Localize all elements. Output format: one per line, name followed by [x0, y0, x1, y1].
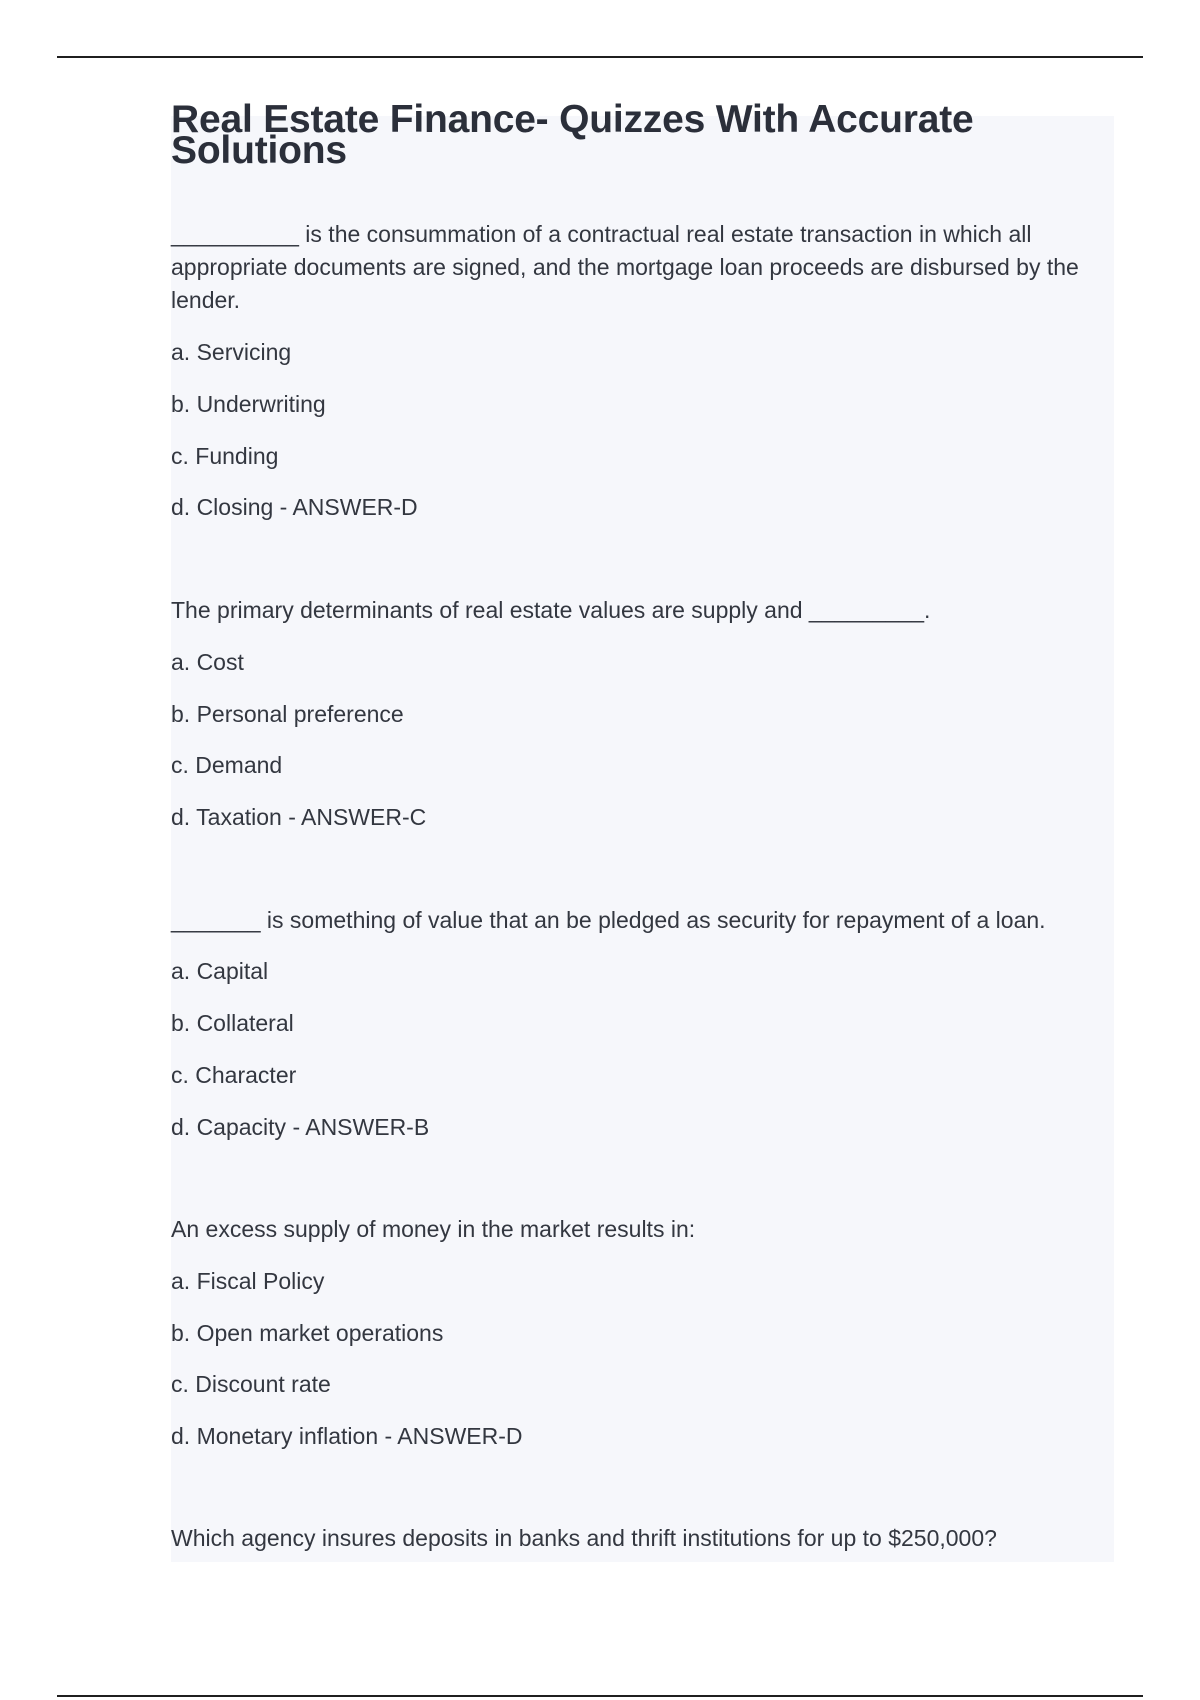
answer-option: b. Collateral [171, 1010, 294, 1036]
question-prompt: Which agency insures deposits in banks and thrift institutions for up to $250,000? [171, 1525, 997, 1551]
answer-option: b. Open market operations [171, 1320, 444, 1346]
top-rule [57, 56, 1143, 58]
answer-option: b. Personal preference [171, 701, 404, 727]
answer-option: a. Capital [171, 958, 269, 984]
question-prompt: _______ is something of value that an be pledged as security for repayment of a loan. [171, 907, 1046, 933]
answer-option: c. Demand [171, 752, 283, 778]
question-prompt: The primary determinants of real estate values are supply and _________. [171, 597, 931, 623]
answer-option: d. Closing - ANSWER-D [171, 494, 418, 520]
answer-option: d. Taxation - ANSWER-C [171, 804, 427, 830]
answer-option: c. Discount rate [171, 1371, 331, 1397]
answer-option: b. Underwriting [171, 391, 326, 417]
question-block-5 [171, 1522, 1101, 1555]
question-prompt: An excess supply of money in the market results in: [171, 1216, 696, 1242]
question-block-3 [171, 904, 1101, 1144]
bottom-rule [57, 1695, 1143, 1697]
answer-option: c. Funding [171, 443, 279, 469]
question-block-2 [171, 594, 1101, 834]
answer-option: d. Monetary inflation - ANSWER-D [171, 1423, 523, 1449]
answer-option: a. Cost [171, 649, 244, 675]
answer-option: a. Fiscal Policy [171, 1268, 325, 1294]
document-title: Real Estate Finance- Quizzes With Accurate Solutions [171, 98, 974, 172]
question-block-1 [171, 218, 1101, 524]
answer-option: d. Capacity - ANSWER-B [171, 1114, 430, 1140]
answer-option: c. Character [171, 1062, 297, 1088]
question-block-4 [171, 1213, 1101, 1453]
document-content [171, 98, 1101, 1555]
question-prompt: __________ is the consummation of a contractual real estate transaction in which all appropriate documents are signed, and the mortgage loan proceeds are disbursed by the lender. [171, 221, 1079, 313]
answer-option: a. Servicing [171, 339, 292, 365]
